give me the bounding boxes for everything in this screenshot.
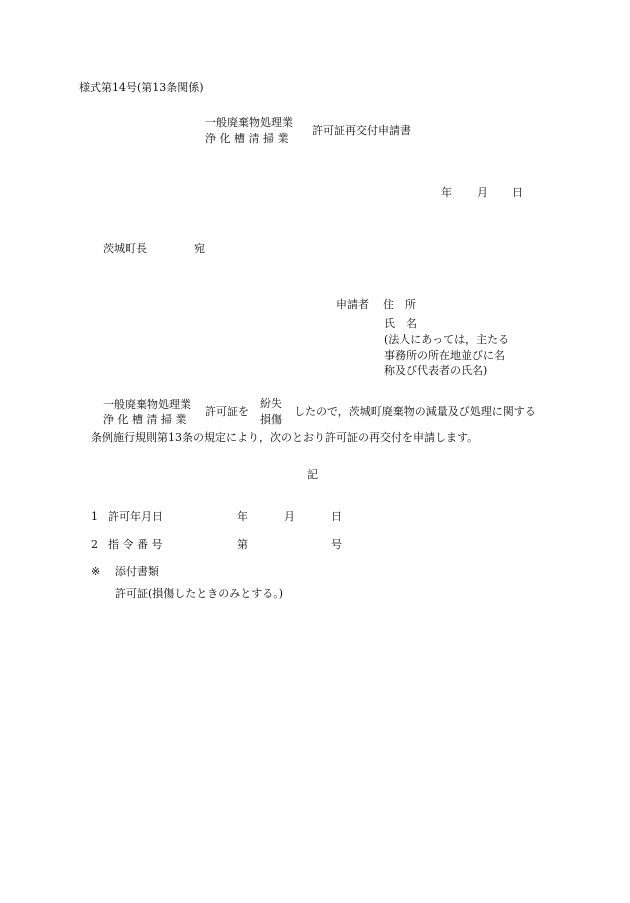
item-1-month: 月 <box>284 510 295 523</box>
addressee-honorific: 宛 <box>194 242 205 255</box>
attachment-label: 添付書類 <box>115 565 159 578</box>
body-reason-line2: 損傷 <box>260 413 282 426</box>
date-day: 日 <box>512 186 523 199</box>
attachment-mark: ※ <box>91 565 101 578</box>
item-2-dai: 第 <box>237 538 248 551</box>
title-business-line2: 浄 化 槽 清 掃 業 <box>205 132 289 145</box>
ki-heading: 記 <box>307 468 318 481</box>
form-number: 様式第14号(第13条関係) <box>79 81 204 94</box>
body-reason-line1: 紛失 <box>260 397 282 410</box>
title-suffix: 許可証再交付申請書 <box>312 124 411 137</box>
item-2-label: 指 令 番 号 <box>108 538 163 551</box>
item-1-year: 年 <box>237 510 248 523</box>
item-1-day: 日 <box>331 510 342 523</box>
body-business-line1: 一般廃棄物処理業 <box>103 398 191 411</box>
applicant-note-line1: (法人にあっては，主たる <box>384 333 510 346</box>
date-year: 年 <box>441 186 452 199</box>
body-mid-text: 許可証を <box>205 405 249 418</box>
applicant-note-line3: 称及び代表者の氏名) <box>384 364 488 377</box>
addressee-name: 茨城町長 <box>103 242 147 255</box>
applicant-address-label: 住 所 <box>383 298 416 311</box>
applicant-label: 申請者 <box>336 298 369 311</box>
attachment-content: 許可証(損傷したときのみとする。) <box>115 587 284 600</box>
body-business-line2: 浄 化 槽 清 掃 業 <box>103 413 187 426</box>
date-month: 月 <box>477 186 488 199</box>
item-2-go: 号 <box>331 538 342 551</box>
item-1-num: 1 <box>91 510 98 523</box>
title-business-line1: 一般廃棄物処理業 <box>205 116 293 129</box>
applicant-name-label: 氏 名 <box>384 317 417 330</box>
applicant-note-line2: 事務所の所在地並びに名 <box>384 349 505 362</box>
body-line2: 条例施行規則第13条の規定により，次のとおり許可証の再交付を申請します。 <box>91 431 479 444</box>
body-rest-line1: したので，茨城町廃棄物の減量及び処理に関する <box>294 405 536 418</box>
item-1-label: 許可年月日 <box>108 510 163 523</box>
item-2-num: 2 <box>91 538 98 551</box>
